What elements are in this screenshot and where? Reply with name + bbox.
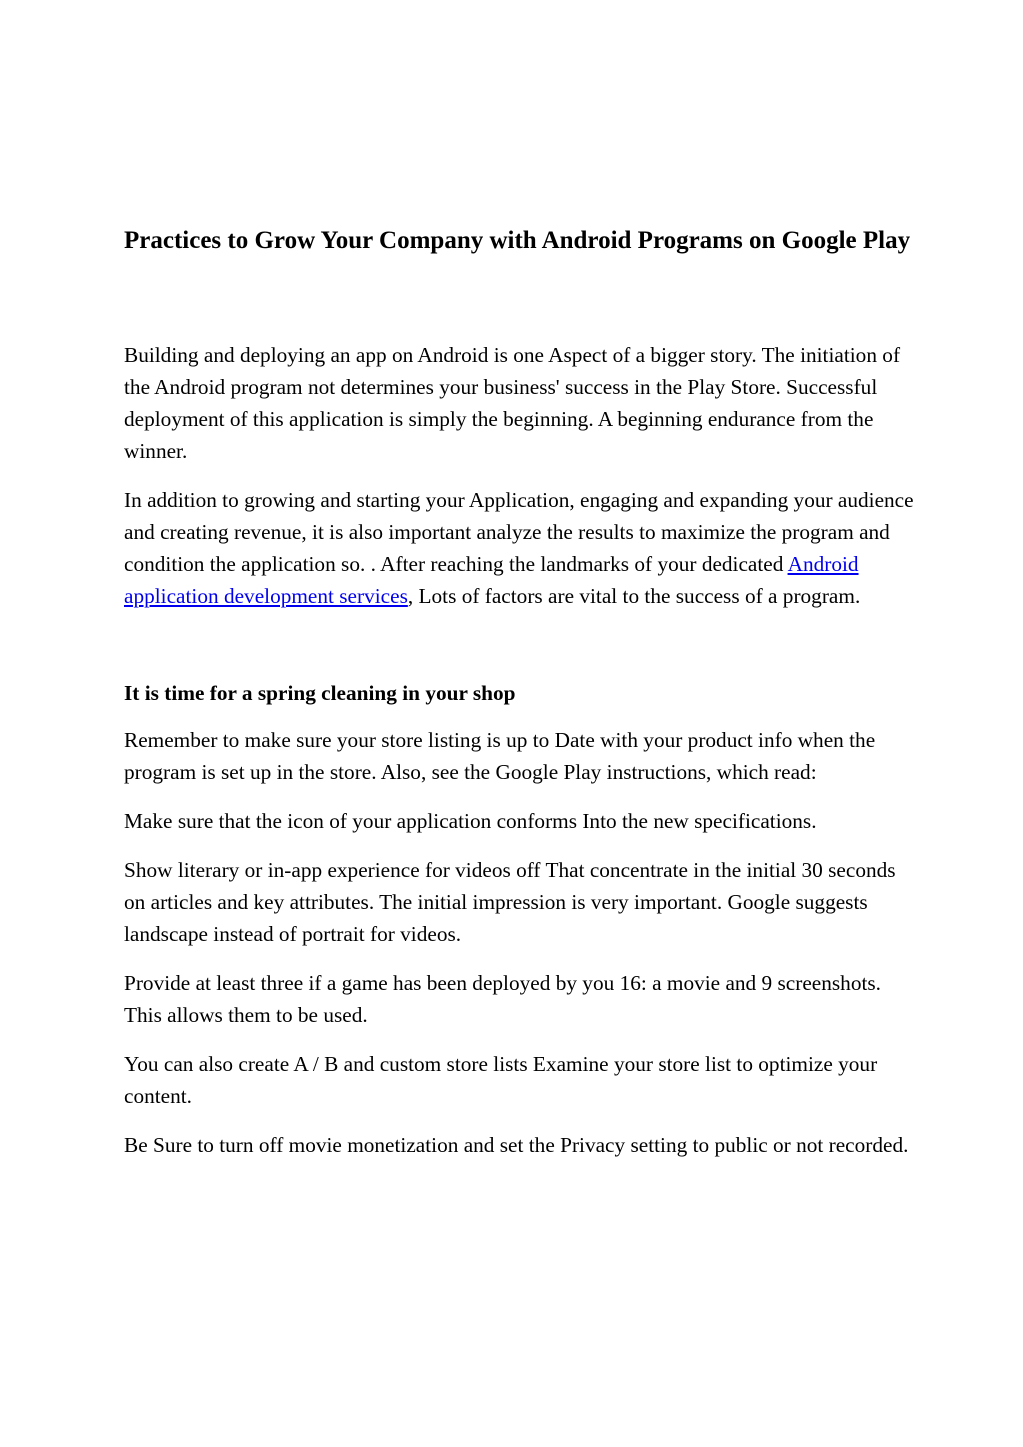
section-heading: It is time for a spring cleaning in your shop bbox=[124, 681, 516, 705]
section-paragraph: Show literary or in-app experience for videos off That concentrate in the initial 30 seconds on articles and key attributes. The initial impression is very important. Google suggests landscape instead of portrait for videos. bbox=[124, 858, 896, 946]
intro-paragraph: Building and deploying an app on Android is one Aspect of a bigger story. The initiation of the Android program not determines your business' success in the Play Store. Successful deployment of this application is simply the beginning. A beginning endurance from the winner. bbox=[124, 343, 901, 463]
android-development-services-link[interactable]: Android application development services bbox=[124, 552, 859, 608]
section-paragraph: Make sure that the icon of your application conforms Into the new specifications. bbox=[124, 809, 817, 833]
document-page bbox=[124, 222, 914, 1161]
section-paragraph: Be Sure to turn off movie monetization and set the Privacy setting to public or not recorded. bbox=[124, 1133, 909, 1157]
section-paragraph: Provide at least three if a game has been deployed by you 16: a movie and 9 screenshots. This allows them to be used. bbox=[124, 971, 881, 1027]
section-paragraph: You can also create A / B and custom store lists Examine your store list to optimize your content. bbox=[124, 1052, 878, 1108]
document-title: Practices to Grow Your Company with Android Programs on Google Play bbox=[124, 227, 911, 254]
second-paragraph-text-before-link: In addition to growing and starting your Application, engaging and expanding your audience and creating revenue, it is also important analyze the results to maximize the program and condition the application so. . After reaching the landmarks of your dedicated bbox=[124, 488, 914, 576]
second-paragraph-text-after-link: , Lots of factors are vital to the success of a program. bbox=[407, 584, 861, 608]
section-paragraph: Remember to make sure your store listing is up to Date with your product info when the program is set up in the store. Also, see the Google Play instructions, which read: bbox=[124, 728, 876, 784]
second-paragraph bbox=[124, 484, 914, 612]
